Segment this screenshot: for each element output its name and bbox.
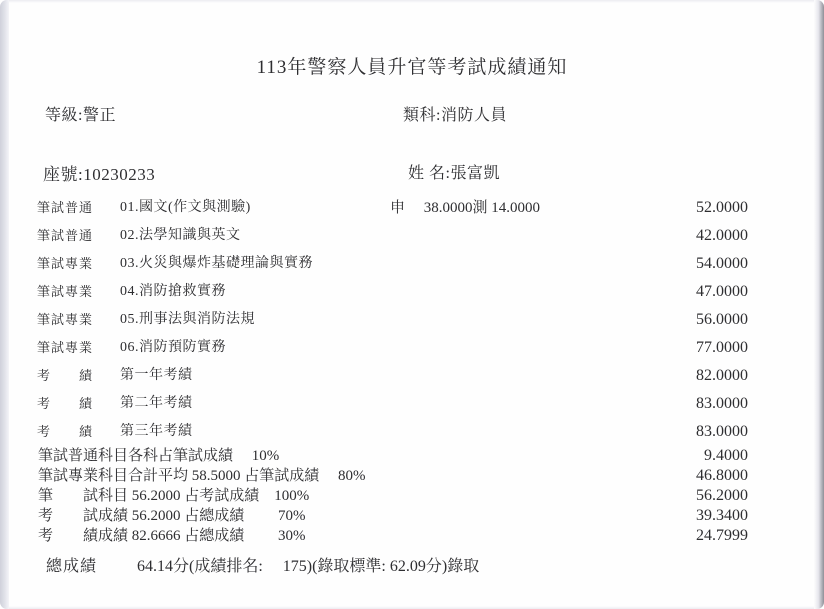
grade-field <box>45 102 116 125</box>
category-field <box>403 102 507 125</box>
score-row-score: 52.0000 <box>696 199 748 216</box>
score-row-subject: 02.法學知識與英文 <box>120 228 241 243</box>
category-value: 消防人員 <box>440 107 507 124</box>
score-row <box>0 278 824 306</box>
score-row-type: 筆試普通 <box>37 200 94 215</box>
score-row-type: 筆試專業 <box>37 256 94 271</box>
category-label: 類科: <box>403 107 441 124</box>
summary-row-text: 筆試專業科目合計平均 58.5000 占筆試成績 80% <box>38 468 366 484</box>
score-row <box>0 250 824 278</box>
name-label: 姓 名: <box>408 165 451 182</box>
score-row <box>0 334 824 362</box>
score-row <box>0 418 824 446</box>
summary-row-score: 9.4000 <box>704 447 748 464</box>
score-row-subject: 第一年考績 <box>120 368 193 383</box>
summary-row-score: 46.8000 <box>696 467 748 484</box>
score-row-type: 考 績 <box>37 396 94 411</box>
score-row-detail: 申 38.0000測 14.0000 <box>390 200 541 216</box>
score-row <box>0 194 824 222</box>
summary-row-score: 56.2000 <box>696 487 748 504</box>
summary-row <box>0 466 824 486</box>
score-row-subject: 第三年考績 <box>120 424 193 439</box>
score-row-subject: 06.消防預防實務 <box>120 340 226 355</box>
summary-row <box>0 506 824 526</box>
summary-row-text: 筆 試科目 56.2000 占考試成績 100% <box>38 488 310 504</box>
score-row-type: 考 績 <box>37 368 94 383</box>
score-row-type: 筆試專業 <box>37 340 94 355</box>
score-row-score: 56.0000 <box>696 311 748 328</box>
score-row-score: 77.0000 <box>696 339 748 356</box>
summary-row-text: 考 績成績 82.6666 占總成績 30% <box>38 528 306 544</box>
seat-number-label: 座號: <box>43 165 84 184</box>
seat-number-field <box>43 160 155 185</box>
total-score-label: 總成績 <box>46 558 98 575</box>
summary-row <box>0 446 824 466</box>
score-row-score: 82.0000 <box>696 367 748 384</box>
score-row <box>0 222 824 250</box>
score-row-type: 筆試普通 <box>37 228 94 243</box>
score-row <box>0 306 824 334</box>
total-score-row <box>0 554 824 580</box>
score-row-score: 47.0000 <box>696 283 748 300</box>
summary-row <box>0 526 824 546</box>
summary-row-score: 39.3400 <box>696 507 748 524</box>
score-row-subject: 05.刑事法與消防法規 <box>120 312 255 327</box>
score-row-score: 83.0000 <box>696 395 748 412</box>
score-row-score: 42.0000 <box>696 227 748 244</box>
summary-row-text: 考 試成績 56.2000 占總成績 70% <box>38 508 306 524</box>
score-row-type: 筆試專業 <box>37 312 94 327</box>
name-field <box>408 160 500 183</box>
score-row-type: 筆試專業 <box>37 284 94 299</box>
score-row-score: 54.0000 <box>696 255 748 272</box>
summary-row <box>0 486 824 506</box>
score-row-score: 83.0000 <box>696 423 748 440</box>
seat-number-value: 10230233 <box>83 165 156 184</box>
summary-section <box>0 446 824 546</box>
score-row-subject: 第二年考績 <box>120 396 193 411</box>
grade-value: 警正 <box>82 107 116 124</box>
summary-row-text: 筆試普通科目各科占筆試成績 10% <box>38 448 280 464</box>
total-score-value: 64.14分(成績排名: 175)(錄取標準: 62.09分)錄取 <box>137 558 480 575</box>
score-row-type: 考 績 <box>37 424 94 439</box>
name-value: 張富凱 <box>450 165 500 182</box>
score-row-subject: 04.消防搶救實務 <box>120 284 226 299</box>
grade-label: 等級: <box>45 107 83 124</box>
score-table <box>0 194 824 446</box>
photo-edge-top <box>0 0 824 3</box>
score-row-subject: 03.火災與爆炸基礎理論與實務 <box>120 256 313 271</box>
score-row <box>0 390 824 418</box>
document-title: 113年警察人員升官等考試成績通知 <box>256 57 568 78</box>
score-row <box>0 362 824 390</box>
summary-row-score: 24.7999 <box>696 527 748 544</box>
score-row-subject: 01.國文(作文與測驗) <box>120 200 251 215</box>
